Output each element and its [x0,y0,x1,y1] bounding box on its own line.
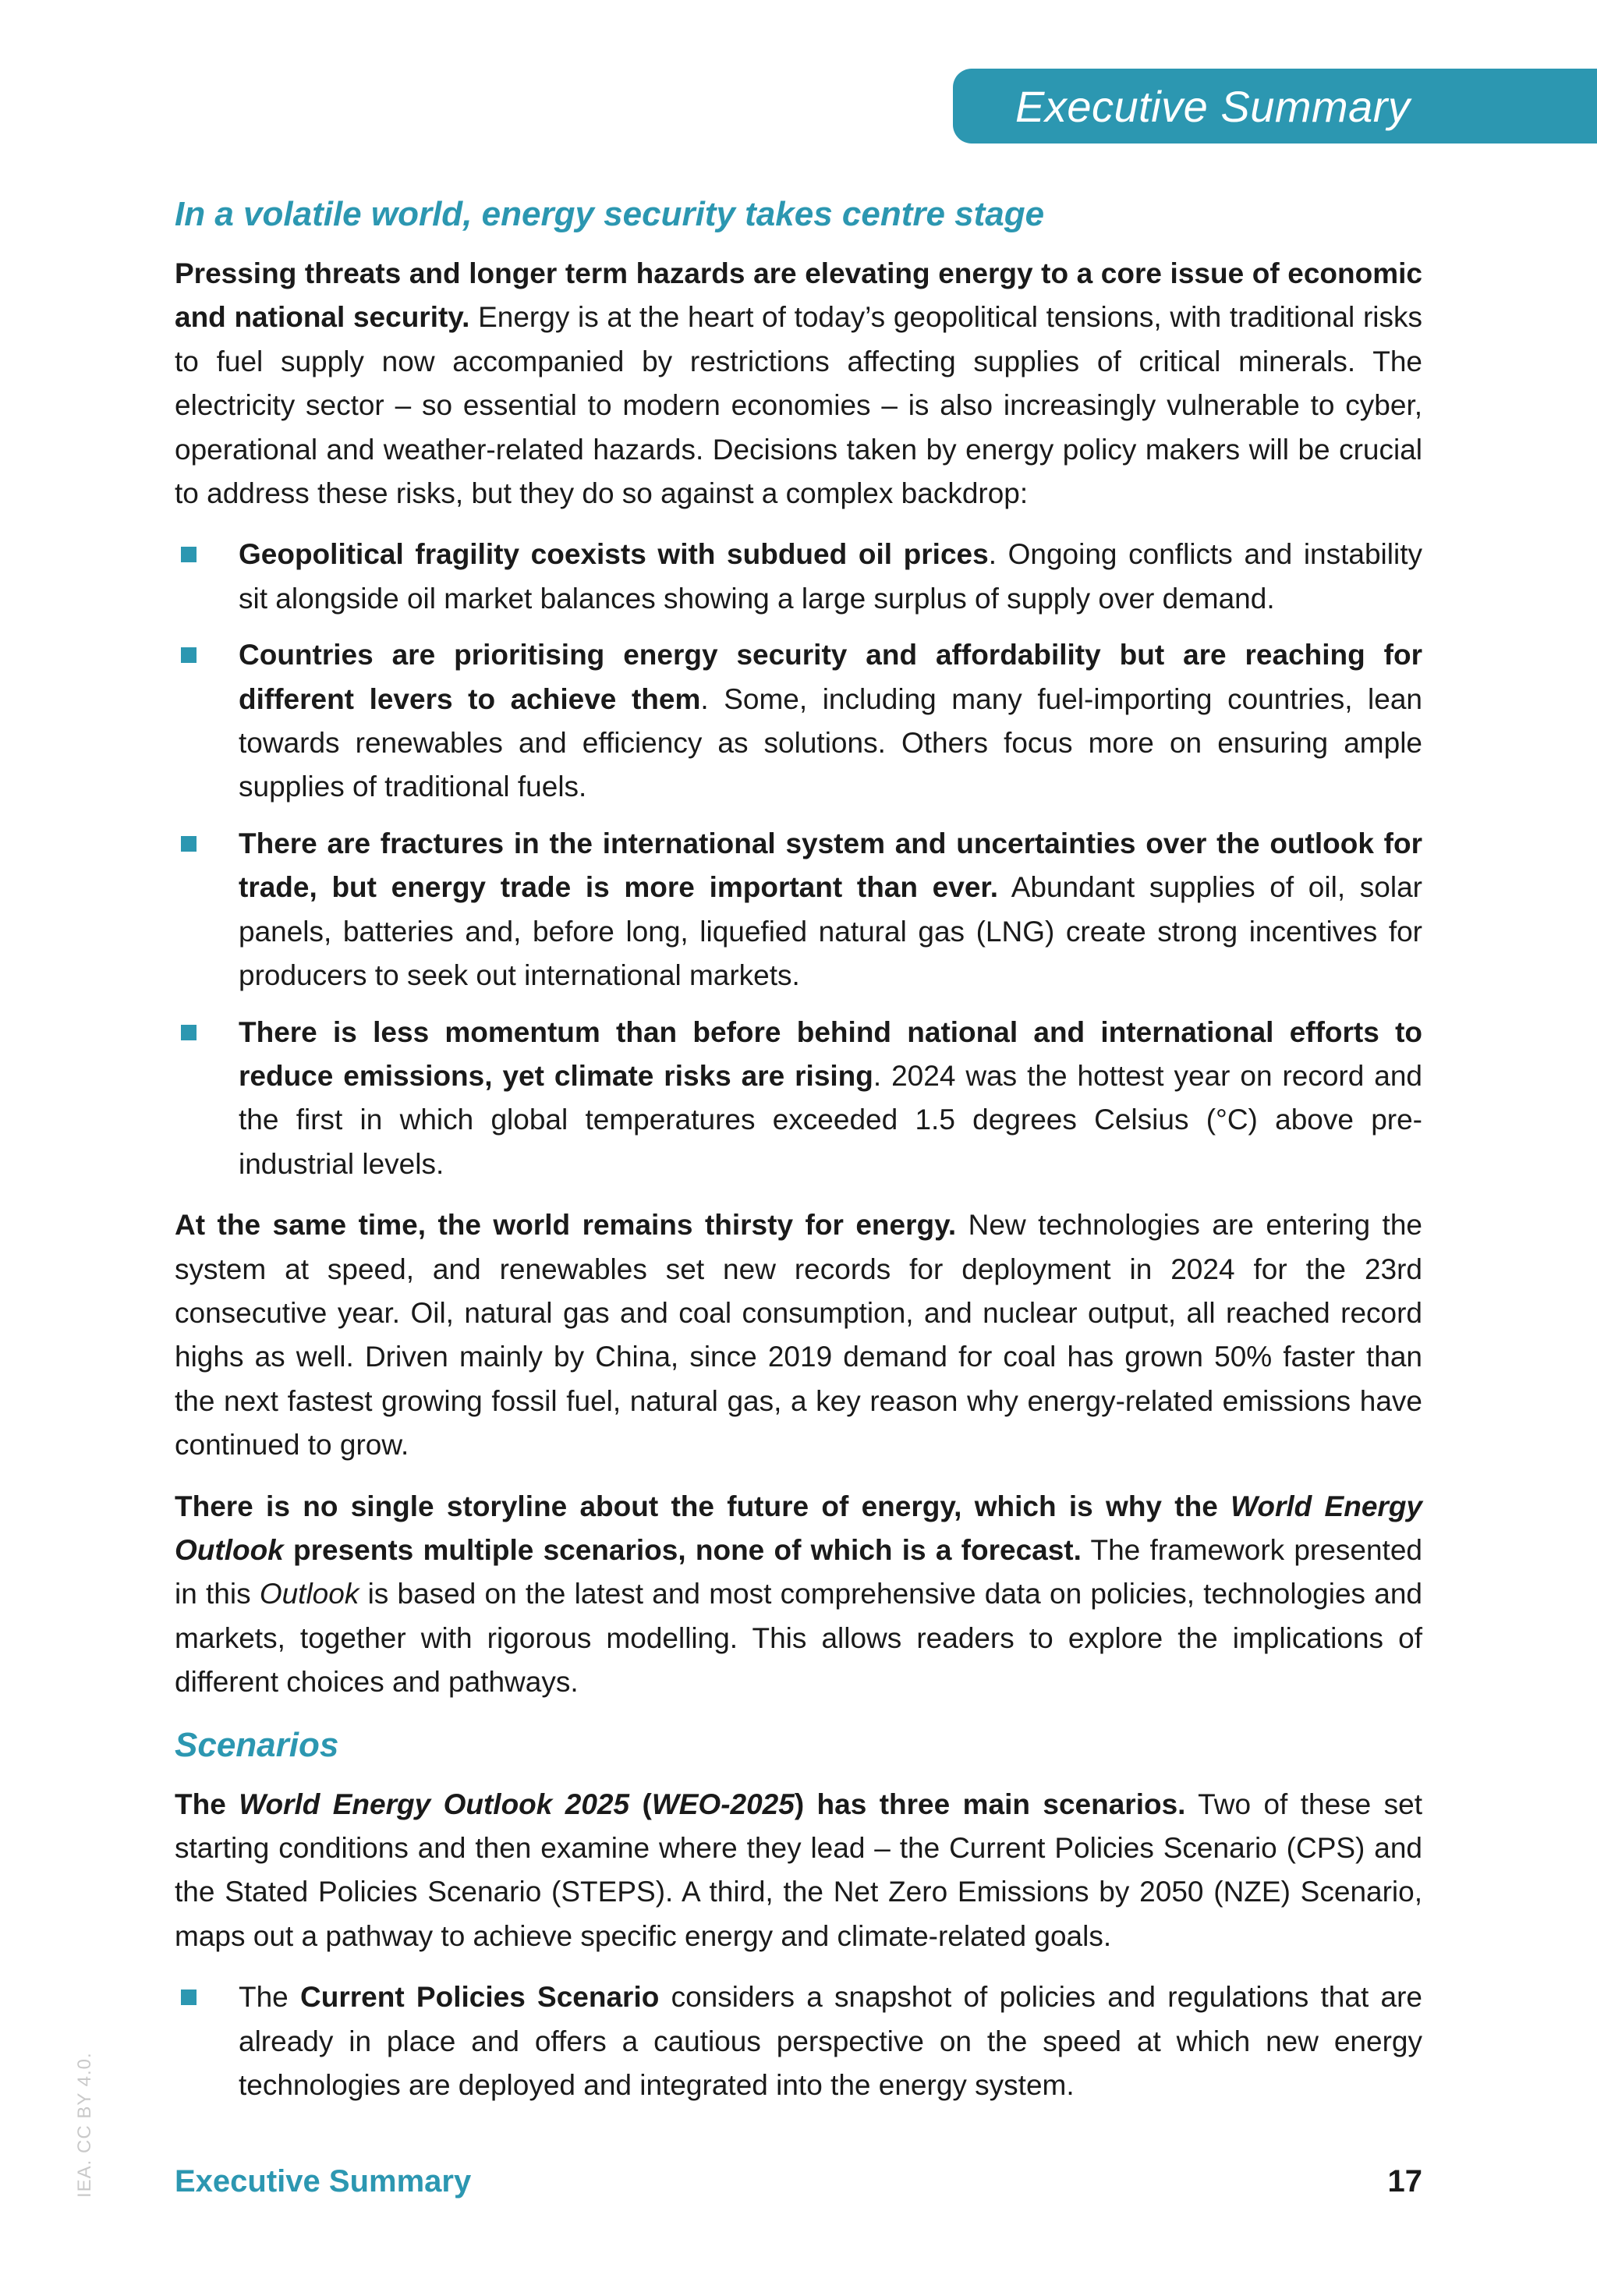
bold-lead: At the same time, the world remains thirsty for energy. [175,1209,957,1242]
square-bullet-icon [181,647,197,663]
publication-title: World Energy Outlook 2025 [239,1788,630,1820]
bullet-bold: There is less momentum than before behind national and international efforts to reduce emissions, yet climate risks are rising [239,1015,1422,1092]
bullet-bold: There are fractures in the international system and uncertainties over the outlook for trade, but energy trade is more important than ever. [239,827,1422,904]
section-heading-energy-security: In a volatile world, energy security takes centre stage [175,195,1045,233]
paragraph-text-1: The framework presented in this [175,1533,1422,1610]
bullet-text: . Some, including many fuel-importing countries, lean towards renewables and efficiency as solutions. Others focus more on ensuring ample supplies of traditional fuels. [239,682,1422,803]
bullet-pre: The [239,1981,301,2014]
bullet-text: Abundant supplies of oil, solar panels, batteries and, before long, liquefied natural gas (LNG) create strong incentives for producers to seek out international markets. [239,871,1422,992]
bold-lead [175,1788,1185,1820]
footer-section-title: Executive Summary [175,2164,472,2199]
page-content [175,191,1422,2124]
paragraph-thirsty-for-energy [175,1203,1422,1467]
bullet-item-current-policies [175,1975,1422,2107]
square-bullet-icon [181,547,197,562]
section-heading-scenarios: Scenarios [175,1725,339,1764]
page-number: 17 [1387,2164,1422,2199]
paragraph-text: New technologies are entering the system at speed, and renewables set new records for deployment in 2024 for the 23rd consecutive year. Oil, natural gas and coal consumption, and nuclear output, all reached record highs as well. Driven mainly by China, since 2019 demand for coal has grown 50% faster than the next fastest growing fossil fuel, natural gas, a key reason why energy-related emissions have continued to grow. [175,1209,1422,1462]
square-bullet-icon [181,1025,197,1040]
outlook-italic: Outlook [259,1578,359,1610]
publication-title: World Energy Outlook [175,1490,1422,1566]
bullet-item-prioritising [175,633,1422,810]
paragraph-three-scenarios [175,1783,1422,1959]
section-tab-title: Executive Summary [1015,81,1411,131]
square-bullet-icon [181,1990,197,2005]
bullet-text: . 2024 was the hottest year on record and the first in which global temperatures exceeded 1.5 degrees Celsius (°C) above pre-industrial levels. [239,1059,1422,1180]
scenario-bullet-list [175,1975,1422,2107]
paragraph-text: Energy is at the heart of today’s geopolitical tensions, with traditional risks to fuel supply now accompanied by restrictions affecting supplies of critical minerals. The electricity sector – so essential to modern economies – is also increasingly vulnerable to cyber, operational and weather-related hazards. Decisions taken by energy policy makers will be crucial to address these risks, but they do so against a complex backdrop: [175,301,1422,510]
section-tab [953,69,1597,144]
license-watermark: IEA. CC BY 4.0. [74,2052,95,2198]
bullet-text: considers a snapshot of policies and regulations that are already in place and offers a cautious perspective on the speed at which new energy technologies are deployed and integrated into the energy system. [239,1981,1422,2102]
bold-text-3: ) has three main scenarios. [794,1788,1186,1820]
backdrop-bullet-list [175,533,1422,1186]
paragraph-no-single-storyline [175,1485,1422,1705]
bullet-text: . Ongoing conflicts and instability sit alongside oil market balances showing a large surplus of supply over demand. [239,538,1422,615]
bold-lead: Pressing threats and longer term hazards are elevating energy to a core issue of economic and national security. [175,257,1422,334]
bold-text-2: presents multiple scenarios, none of which is a forecast. [283,1533,1082,1566]
bullet-bold: Countries are prioritising energy security and affordability but are reaching for different levers to achieve them [239,639,1422,715]
bullet-bold: Geopolitical fragility coexists with subdued oil prices [239,538,989,571]
bold-text-2: ( [629,1788,652,1820]
paragraph-text-2: is based on the latest and most comprehensive data on policies, technologies and markets, together with rigorous modelling. This allows readers to explore the implications of different choices and pathways. [175,1578,1422,1699]
paragraph-text: Two of these set starting conditions and then examine where they lead – the Current Policies Scenario (CPS) and the Stated Policies Scenario (STEPS). A third, the Net Zero Emissions by 2050 (NZE) Scenario, maps out a pathway to achieve specific energy and climate-related goals. [175,1788,1422,1952]
bold-text-1: The [175,1788,239,1820]
bold-text-1: There is no single storyline about the future of energy, which is why the [175,1490,1231,1522]
bullet-bold: Current Policies Scenario [300,1981,660,2014]
bullet-item-momentum [175,1011,1422,1187]
bullet-item-fractures [175,822,1422,998]
square-bullet-icon [181,836,197,852]
publication-abbrev: WEO-2025 [651,1788,795,1820]
paragraph-pressing-threats [175,252,1422,516]
bullet-item-geopolitical [175,533,1422,621]
